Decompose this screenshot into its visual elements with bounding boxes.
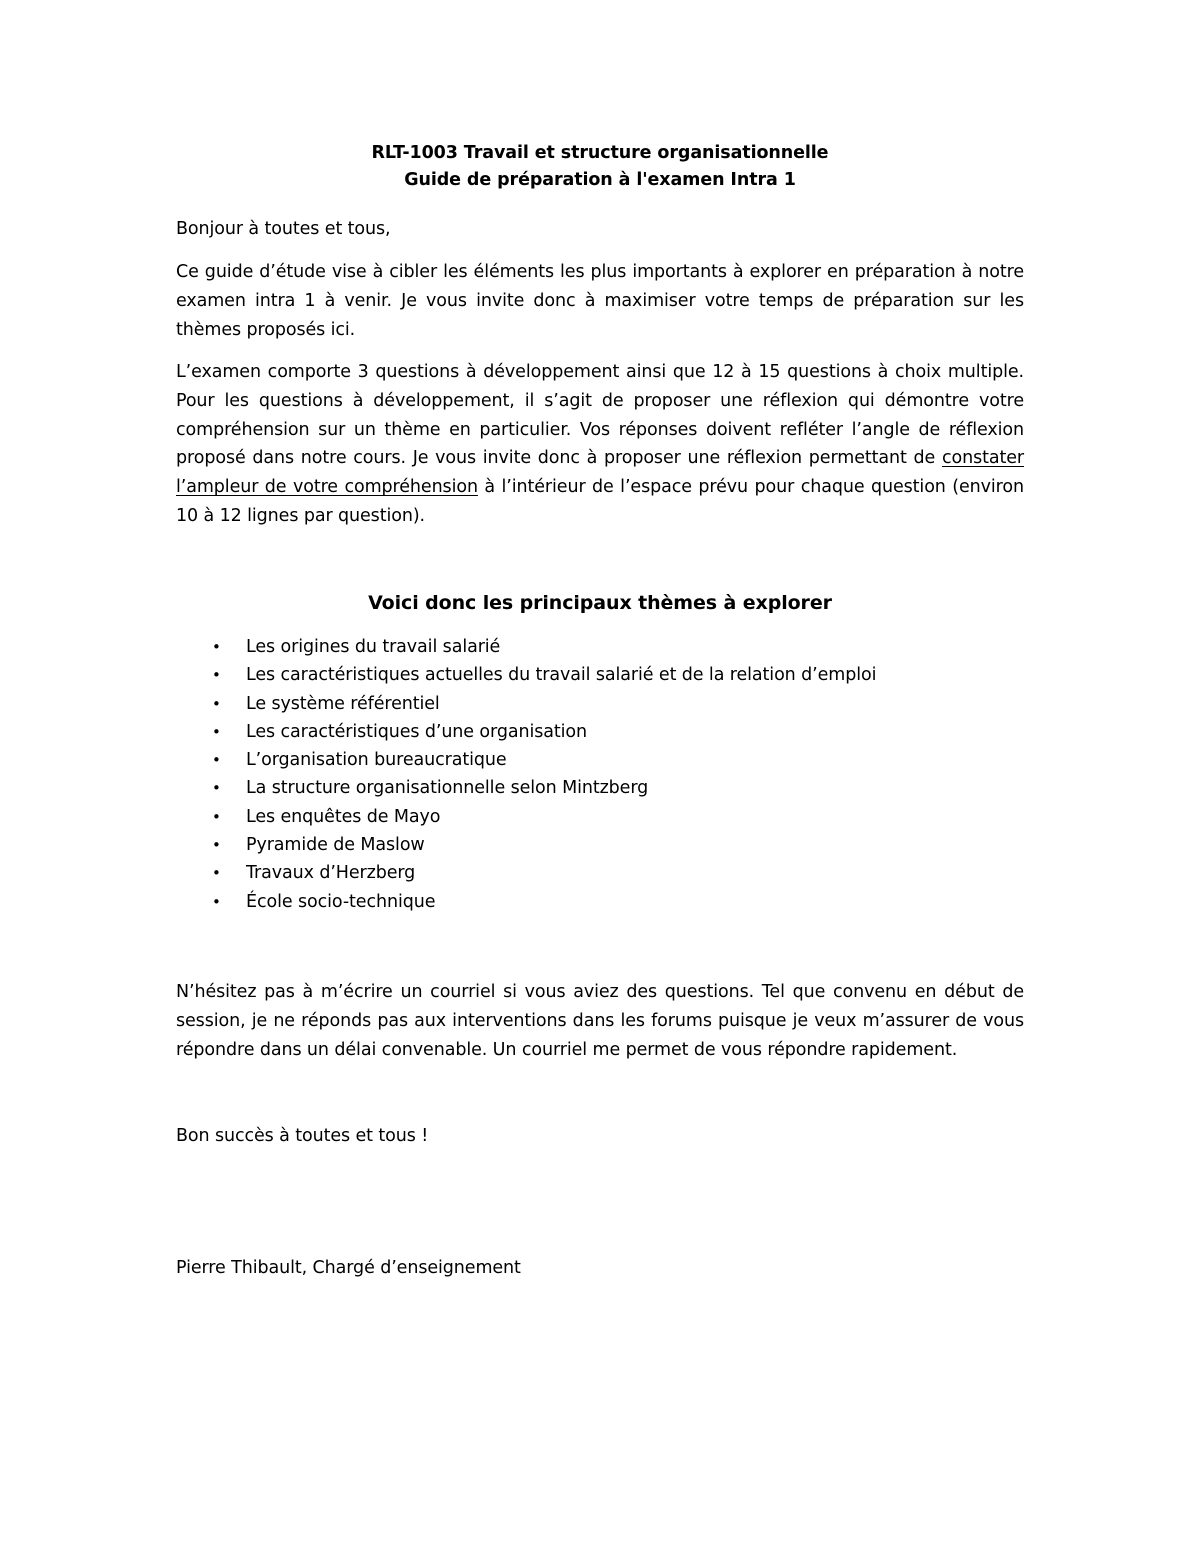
contact-paragraph: N’hésitez pas à m’écrire un courriel si vous aviez des questions. Tel que convenu en début de session, je ne réponds pas aux interventions dans les forums puisque je veux m’assurer de vous répondre dans un délai convenable. Un courriel me permet de vous répondre rapidement.	[176, 982, 1024, 1060]
theme-label: Les caractéristiques d’une organisation	[246, 721, 587, 742]
bullet-icon: •	[212, 836, 221, 855]
exam-description-text-end: à l’intérieur de l’espace prévu pour chaque question (environ 10 à 12 lignes par question).	[176, 477, 1024, 526]
theme-item	[176, 746, 1024, 774]
theme-label: École socio-technique	[246, 891, 436, 912]
underlined-emphasis: constater l’ampleur de votre compréhension	[176, 448, 1024, 498]
theme-label: Le système référentiel	[246, 693, 440, 714]
course-title: RLT-1003 Travail et structure organisationnelle	[371, 143, 829, 163]
document-header	[176, 140, 1024, 194]
theme-label: Les caractéristiques actuelles du travail salarié et de la relation d’emploi	[246, 665, 877, 686]
bullet-icon: •	[212, 694, 221, 713]
theme-item	[176, 774, 1024, 802]
bullet-icon: •	[212, 864, 221, 883]
theme-label: L’organisation bureaucratique	[246, 750, 507, 771]
theme-item	[176, 831, 1024, 859]
theme-item	[176, 633, 1024, 661]
greeting: Bonjour à toutes et tous,	[176, 219, 391, 239]
theme-item	[176, 859, 1024, 887]
theme-label: Les origines du travail salarié	[246, 637, 501, 657]
theme-label: La structure organisationnelle selon Mintzberg	[246, 778, 649, 799]
bullet-icon: •	[212, 722, 221, 741]
bullet-icon: •	[212, 751, 221, 770]
closing-line: Bon succès à toutes et tous !	[176, 1126, 429, 1146]
exam-description-paragraph	[176, 358, 1024, 531]
bullet-icon: •	[212, 779, 221, 798]
theme-item	[176, 718, 1024, 746]
theme-label: Les enquêtes de Mayo	[246, 806, 441, 827]
intro-paragraph: Ce guide d’étude vise à cibler les éléments les plus importants à explorer en préparation à notre examen intra 1 à venir. Je vous invite donc à maximiser votre temps de préparation sur les thèmes proposés ici.	[176, 262, 1024, 340]
themes-section-title: Voici donc les principaux thèmes à explorer	[368, 592, 832, 614]
bullet-icon: •	[212, 666, 221, 685]
themes-list	[176, 633, 1024, 916]
theme-item	[176, 661, 1024, 689]
bullet-icon: •	[212, 638, 221, 656]
bullet-icon: •	[212, 807, 221, 826]
theme-item	[176, 690, 1024, 718]
theme-label: Travaux d’Herzberg	[246, 863, 416, 884]
theme-item	[176, 803, 1024, 831]
exam-description-text: L’examen comporte 3 questions à développement ainsi que 12 à 15 questions à choix multiple. Pour les questions à développement, il s’agit de proposer une réflexion qui démontre votre compréhension sur un thème en particulier. Vos réponses doivent refléter l’angle de réflexion proposé dans notre cours. Je vous invite donc à proposer une réflexion permettant de	[176, 362, 1024, 469]
theme-item	[176, 888, 1024, 916]
signature: Pierre Thibault, Chargé d’enseignement	[176, 1258, 521, 1278]
guide-title: Guide de préparation à l'examen Intra 1	[404, 170, 796, 190]
bullet-icon: •	[212, 892, 221, 911]
theme-label: Pyramide de Maslow	[246, 835, 425, 856]
